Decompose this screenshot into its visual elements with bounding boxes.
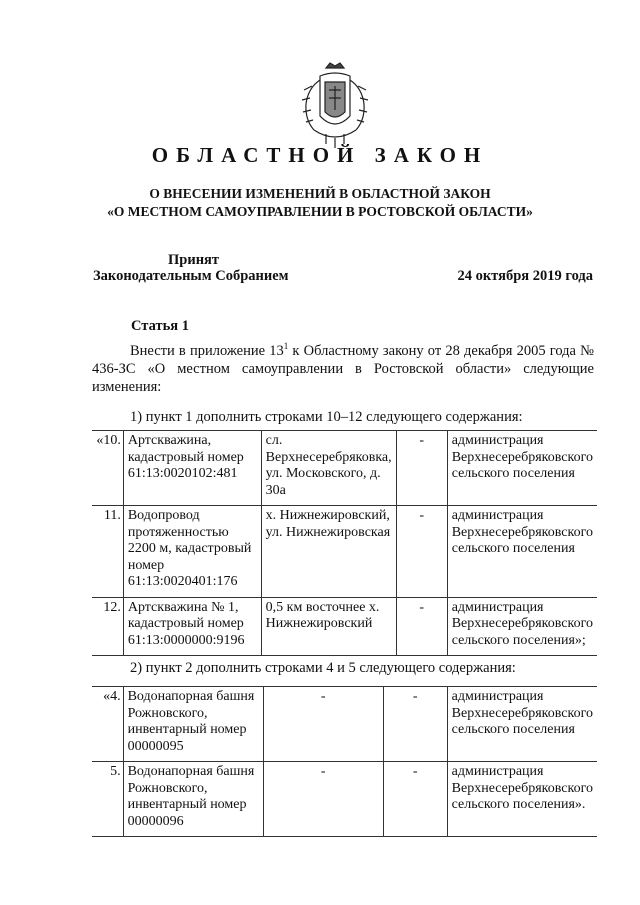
intro-text-a: Внести в приложение 13 (130, 343, 284, 359)
law-title: ОБЛАСТНОЙ ЗАКОН (151, 143, 489, 167)
address-cell: - (263, 762, 383, 837)
article-heading: Статья 1 (131, 318, 189, 334)
intro-superscript: 1 (283, 341, 289, 352)
dash-cell: - (396, 506, 447, 598)
adopted-label: Принят (168, 252, 220, 268)
table-point-2 (92, 686, 597, 837)
table-row (92, 597, 597, 656)
row-number: 5. (92, 762, 123, 837)
address-cell: х. Нижнежировский, ул. Нижнежировская (261, 506, 396, 598)
owner-cell: администрация Верхнесеребряковского сельского поселения (447, 431, 597, 506)
owner-cell: администрация Верхнесеребряковского сельского поселения (447, 506, 597, 598)
object-cell: Водонапорная башня Рожновского, инвентарный номер 00000096 (123, 762, 263, 837)
row-number: «4. (92, 687, 123, 762)
row-number: «10. (92, 431, 123, 506)
owner-cell: администрация Верхнесеребряковского сельского поселения». (447, 762, 597, 837)
owner-cell: администрация Верхнесеребряковского сельского поселения (447, 687, 597, 762)
dash-cell: - (383, 687, 447, 762)
law-subtitle-line-1: О ВНЕСЕНИИ ИЗМЕНЕНИЙ В ОБЛАСТНОЙ ЗАКОН (149, 186, 491, 201)
adopted-by: Законодательным Собранием (93, 268, 289, 284)
table-row (92, 506, 597, 598)
table-row (92, 687, 597, 762)
owner-cell: администрация Верхнесеребряковского сельского поселения»; (447, 597, 597, 656)
law-subtitle-line-2: «О МЕСТНОМ САМОУПРАВЛЕНИИ В РОСТОВСКОЙ ОБЛАСТИ» (107, 204, 533, 219)
table-row (92, 762, 597, 837)
row-number: 11. (92, 506, 123, 598)
dash-cell: - (396, 431, 447, 506)
point-2-text: 2) пункт 2 дополнить строками 4 и 5 следующего содержания: (130, 660, 516, 676)
address-cell: сл. Верхнесеребряковка, ул. Московского, д. 30а (261, 431, 396, 506)
coat-of-arms-emblem (296, 60, 374, 150)
adoption-date: 24 октября 2019 года (457, 268, 593, 284)
object-cell: Артскважина, кадастровый номер 61:13:0020102:481 (123, 431, 261, 506)
object-cell: Артскважина № 1, кадастровый номер 61:13:0000000:9196 (123, 597, 261, 656)
object-cell: Водопровод протяженностью 2200 м, кадастровый номер 61:13:0020401:176 (123, 506, 261, 598)
row-number: 12. (92, 597, 123, 656)
dash-cell: - (383, 762, 447, 837)
point-1-text: 1) пункт 1 дополнить строками 10–12 следующего содержания: (130, 409, 523, 425)
article-intro (92, 342, 594, 396)
table-row (92, 431, 597, 506)
dash-cell: - (396, 597, 447, 656)
address-cell: - (263, 687, 383, 762)
table-point-1 (92, 430, 597, 656)
intro-text-b: к Областному закону от 28 декабря 2005 года № 436-ЗС «О местном самоуправлении в Ростовской области» следующие изменения: (92, 343, 594, 395)
object-cell: Водонапорная башня Рожновского, инвентарный номер 00000095 (123, 687, 263, 762)
address-cell: 0,5 км восточнее х. Нижнежировский (261, 597, 396, 656)
